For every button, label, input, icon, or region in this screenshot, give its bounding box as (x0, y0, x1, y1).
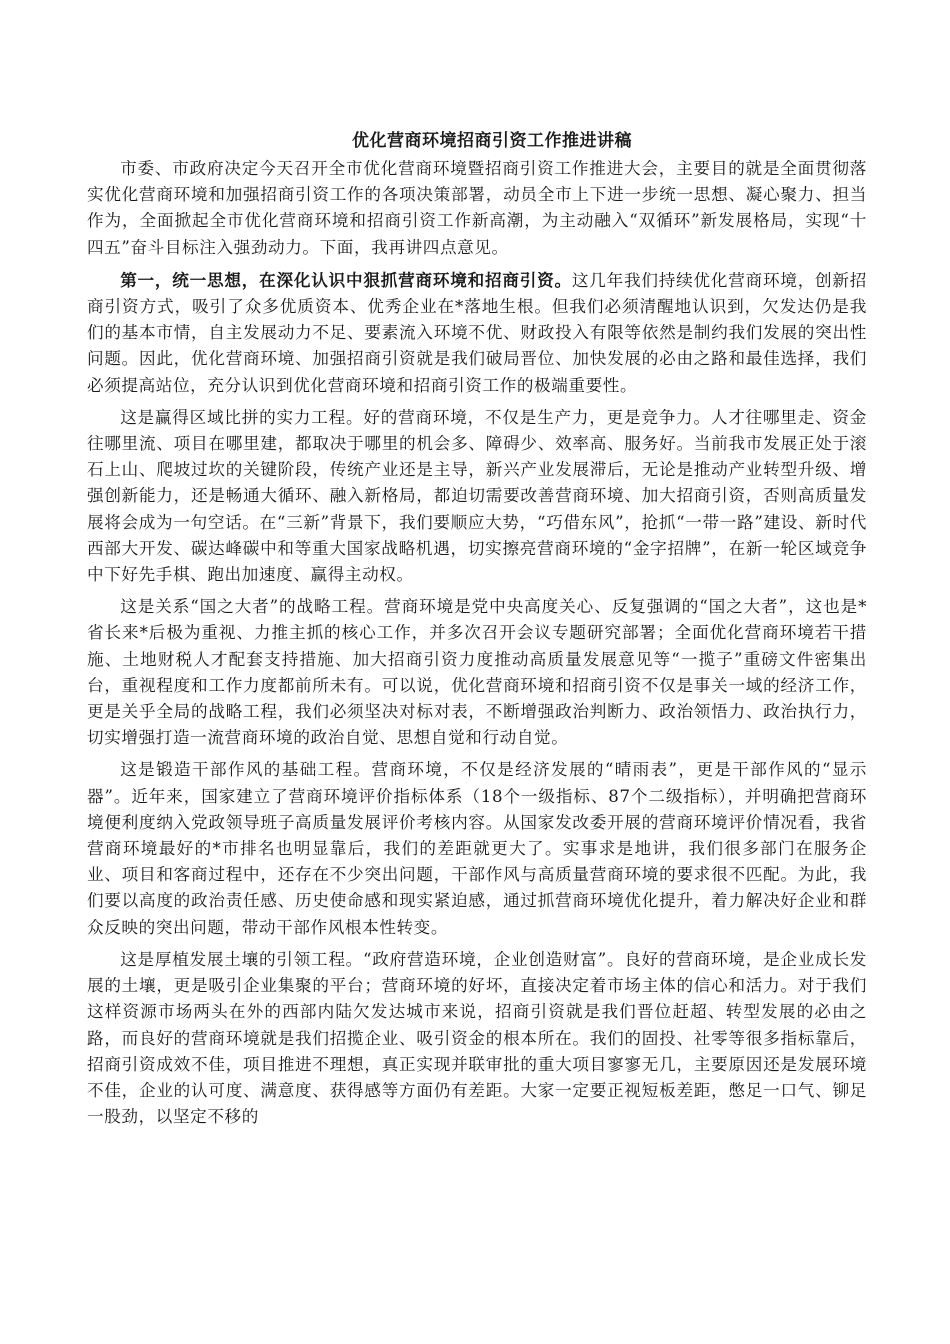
paragraph-text: 这是锻造干部作风的基础工程。营商环境，不仅是经济发展的“晴雨表”，更是干部作风的“显示器”。近年来，国家建立了营商环境评价指标体系（18个一级指标、87个二级指标），并明确把营商环境便利度纳入党政领导班子高质量发展评价考核内容。从国家发改委开展的营商环境评价情况看，我省营商环境最好的*市排名也明显靠后，我们的差距就更大了。实事求是地讲，我们很多部门在服务企业、项目和客商过程中，还存在不少突出问题，干部作风与高质量营商环境的要求很不匹配。为此，我们要以高度的政治责任感、历史使命感和现实紧迫感，通过抓营商环境优化提升，着力解决好企业和群众反映的突出问题，带动干部作风根本性转变。 (87, 760, 867, 937)
paragraph-intro (87, 156, 867, 261)
paragraph-text: 这几年我们持续优化营商环境，创新招商引资方式，吸引了众多优质资本、优秀企业在*落地生根。但我们必须清醒地认识到，欠发达仍是我们的基本市情，自主发展动力不足、要素流入环境不优、财政投入有限等依然是制约我们发展的突出性问题。因此，优化营商环境、加强招商引资就是我们破局晋位、加快发展的必由之路和最佳选择，我们必须提高站位，充分认识到优化营商环境和招商引资工作的极端重要性。 (87, 270, 867, 395)
paragraph-text: 这是厚植发展土壤的引领工程。“政府营造环境，企业创造财富”。良好的营商环境，是企业成长发展的土壤，更是吸引企业集聚的平台；营商环境的好坏，直接决定着市场主体的信心和活力。对于我们这样资源市场两头在外的西部内陆欠发达城市来说，招商引资就是我们晋位赶超、转型发展的必由之路，而良好的营商环境就是我们招揽企业、吸引资金的根本所在。我们的固投、社零等很多指标靠后，招商引资成效不佳，项目推进不理想，真正实现并联审批的重大项目寥寥无几，主要原因还是发展环境不佳，企业的认可度、满意度、获得感等方面仍有差距。大家一定要正视短板差距，憋足一口气、铆足一股劲，以坚定不移的 (87, 949, 867, 1127)
document-page (87, 128, 867, 1136)
paragraph-text: 这是关系“国之大者”的战略工程。营商环境是党中央高度关心、反复强调的“国之大者”，这也是*省长来*后极为重视、力推主抓的核心工作，并多次召开会议专题研究部署；全面优化营商环境若干措施、土地财税人才配套支持措施、加大招商引资力度推动高质量发展意见等“一揽子”重磅文件密集出台，重视程度和工作力度都前所未有。可以说，优化营商环境和招商引资不仅是事关一域的经济工作，更是关乎全局的战略工程，我们必须坚决对标对表，不断增强政治判断力、政治领悟力、政治执行力，切实增强打造一流营商环境的政治自觉、思想自觉和行动自觉。 (87, 597, 867, 748)
section-heading: 第一，统一思想，在深化认识中狠抓营商环境和招商引资。 (120, 269, 572, 290)
paragraph-text: 市委、市政府决定今天召开全市优化营商环境暨招商引资工作推进大会，主要目的就是全面贯彻落实优化营商环境和加强招商引资工作的各项决策部署，动员全市上下进一步统一思想、凝心聚力、担当作为，全面掀起全市优化营商环境和招商引资工作新高潮，为主动融入“双循环”新发展格局，实现“十四五”奋斗目标注入强劲动力。下面，我再讲四点意见。 (87, 159, 867, 257)
paragraph-text: 这是赢得区域比拼的实力工程。好的营商环境，不仅是生产力，更是竞争力。人才往哪里走、资金往哪里流、项目在哪里建，都取决于哪里的机会多、障碍少、效率高、服务好。当前我市发展正处于滚石上山、爬坡过坎的关键阶段，传统产业还是主导，新兴产业发展滞后，无论是推动产业转型升级、增强创新能力，还是畅通大循环、融入新格局，都迫切需要改善营商环境、加大招商引资，否则高质量发展将会成为一句空话。在“三新”背景下，我们要顺应大势，“巧借东风”，抢抓“一带一路”建设、新时代西部大开发、碳达峰碳中和等重大国家战略机遇，切实擦亮营商环境的“金字招牌”，在新一轮区域竞争中下好先手棋、跑出加速度、赢得主动权。 (87, 407, 867, 585)
paragraph-cadre-style-project (87, 757, 867, 940)
document-title: 优化营商环境招商引资工作推进讲稿 (352, 131, 632, 151)
paragraph-section-one (87, 267, 867, 399)
paragraph-soil-project (87, 947, 867, 1130)
paragraph-strategic-project (87, 594, 867, 751)
paragraph-strength-project (87, 405, 867, 588)
